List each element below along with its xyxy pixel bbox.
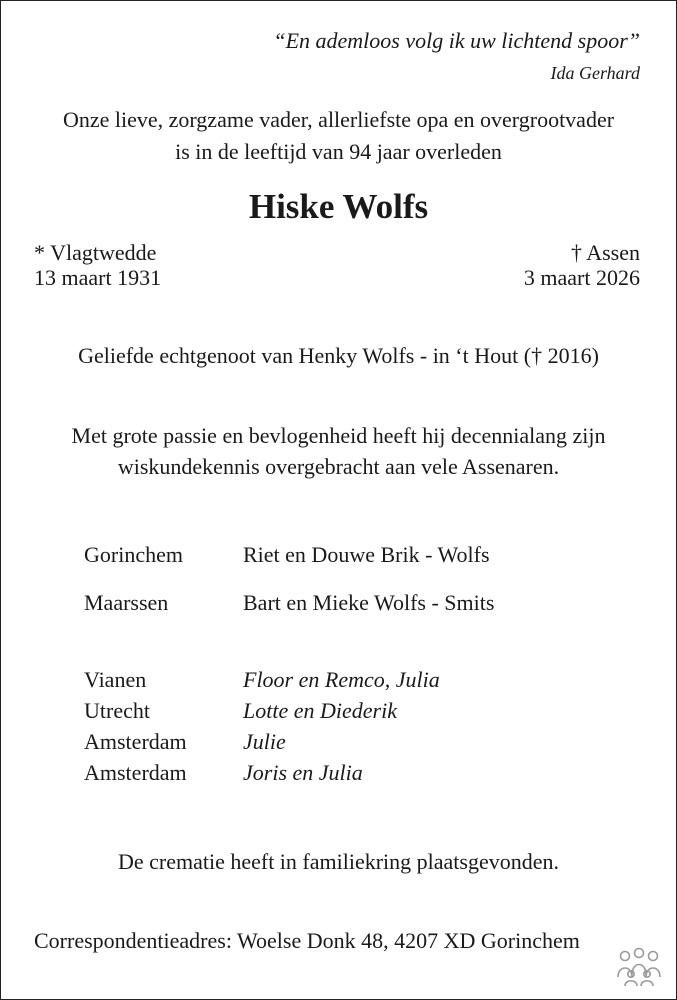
grandchild-names: Floor en Remco, Julia (243, 667, 440, 692)
death-date: 3 maart 2026 (523, 265, 640, 290)
birth-place: * Vlagtwedde (34, 240, 157, 265)
child-names: Bart en Mieke Wolfs - Smits (243, 590, 495, 615)
cremation-notice: De crematie heeft in familiekring plaatsgevonden. (117, 849, 560, 874)
grandchild-place: Amsterdam (84, 760, 187, 785)
passion-line-2: wiskundekennis overgebracht aan vele Assenaren. (117, 454, 560, 479)
grandchild-place: Utrecht (84, 698, 150, 723)
grandchild-names: Joris en Julia (243, 760, 363, 785)
grandchild-place: Vianen (84, 667, 147, 692)
family-figures-icon (616, 947, 662, 987)
quote-text: “En ademloos volg ik uw lichtend spoor” (273, 28, 640, 53)
birth-date: 13 maart 1931 (34, 265, 162, 290)
death-place: † Assen (570, 240, 640, 265)
grandchild-names: Julie (243, 729, 286, 754)
child-place: Gorinchem (84, 542, 183, 567)
child-names: Riet en Douwe Brik - Wolfs (243, 542, 490, 567)
deceased-name: Hiske Wolfs (248, 187, 429, 226)
passion-line-1: Met grote passie en bevlogenheid heeft hij decennialang zijn (71, 423, 606, 448)
intro-line-2: is in de leeftijd van 94 jaar overleden (175, 139, 502, 164)
intro-line-1: Onze lieve, zorgzame vader, allerliefste opa en overgrootvader (62, 107, 615, 132)
correspondence-address: Correspondentieadres: Woelse Donk 48, 4207 XD Gorinchem (34, 928, 580, 953)
grandchild-names: Lotte en Diederik (243, 698, 397, 723)
quote-author: Ida Gerhard (550, 63, 640, 83)
child-place: Maarssen (84, 590, 169, 615)
grandchild-place: Amsterdam (84, 729, 187, 754)
spouse-line: Geliefde echtgenoot van Henky Wolfs - in ‘t Hout († 2016) (78, 343, 599, 368)
